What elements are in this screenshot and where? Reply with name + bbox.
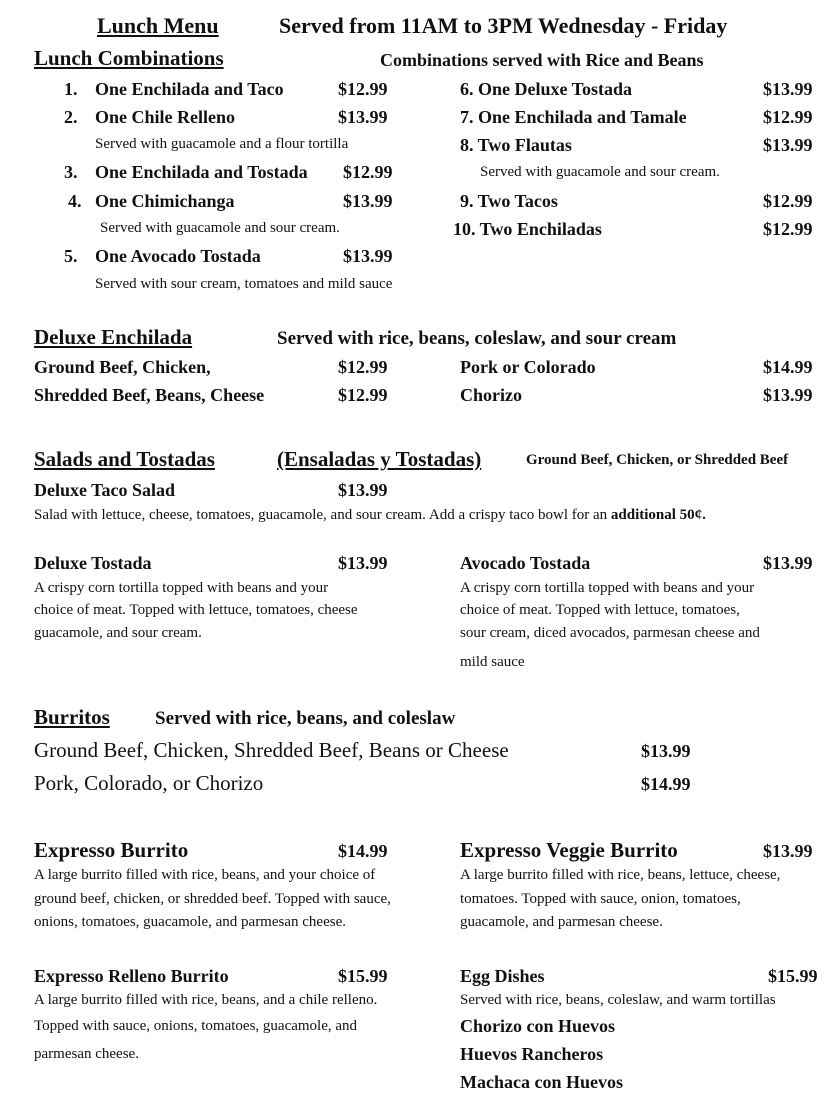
egg-dishes-description: Served with rice, beans, coleslaw, and warm tortillas [460, 992, 776, 1008]
combo-number: 5. [64, 246, 78, 266]
enchilada-item-name: Chorizo [460, 385, 522, 405]
expresso-burrito-desc-line: onions, tomatoes, guacamole, and parmesan cheese. [34, 914, 346, 930]
burrito-item-name: Ground Beef, Chicken, Shredded Beef, Beans or Cheese [34, 738, 509, 762]
combo-description: Served with sour cream, tomatoes and mild sauce [95, 276, 393, 292]
combo-name: 7. One Enchilada and Tamale [460, 107, 687, 127]
combo-price: $12.99 [763, 107, 813, 127]
expresso-veggie-price: $13.99 [763, 841, 813, 861]
expresso-veggie-desc-line: A large burrito filled with rice, beans, lettuce, cheese, [460, 867, 781, 883]
section-heading-salads: Salads and Tostadas [34, 447, 215, 471]
enchilada-item-price: $13.99 [763, 385, 813, 405]
combo-description: Served with guacamole and sour cream. [480, 164, 720, 180]
enchilada-item-price: $12.99 [338, 385, 388, 405]
deluxe-tostada-desc-line: A crispy corn tortilla topped with beans and your [34, 580, 329, 596]
combo-name: One Enchilada and Tostada [95, 162, 308, 182]
avocado-tostada-desc-line: mild sauce [460, 654, 525, 670]
combo-price: $13.99 [338, 107, 388, 127]
expresso-veggie-desc-line: tomatoes. Topped with sauce, onion, tomatoes, [460, 891, 741, 907]
taco-salad-name: Deluxe Taco Salad [34, 480, 176, 500]
section-heading-deluxe-enchilada: Deluxe Enchilada [34, 325, 193, 349]
egg-dish-item: Machaca con Huevos [460, 1072, 623, 1092]
expresso-burrito-desc-line: ground beef, chicken, or shredded beef. Topped with sauce, [34, 891, 391, 907]
expresso-relleno-desc-line: parmesan cheese. [34, 1046, 139, 1062]
combo-name: 9. Two Tacos [460, 191, 558, 211]
section-heading-salads-spanish: (Ensaladas y Tostadas) [277, 447, 482, 471]
combo-name: One Chimichanga [95, 191, 235, 211]
combo-price: $12.99 [338, 79, 388, 99]
avocado-tostada-desc-line: A crispy corn tortilla topped with beans and your [460, 580, 755, 596]
egg-dish-item: Chorizo con Huevos [460, 1016, 615, 1036]
taco-salad-addon: additional 50¢. [610, 507, 706, 523]
combo-price: $13.99 [763, 135, 813, 155]
combo-price: $13.99 [343, 246, 393, 266]
avocado-tostada-desc-line: sour cream, diced avocados, parmesan cheese and [460, 625, 760, 641]
combo-number: 2. [64, 107, 78, 127]
expresso-veggie-desc-line: guacamole, and parmesan cheese. [460, 914, 663, 930]
service-hours: Served from 11AM to 3PM Wednesday - Friday [279, 13, 728, 38]
enchilada-item-name: Ground Beef, Chicken, [34, 357, 211, 377]
avocado-tostada-price: $13.99 [763, 553, 813, 573]
avocado-tostada-name: Avocado Tostada [460, 553, 591, 573]
egg-dish-item: Huevos Rancheros [460, 1044, 604, 1064]
egg-dishes-price: $15.99 [768, 966, 818, 986]
burrito-item-name: Pork, Colorado, or Chorizo [34, 771, 264, 795]
taco-salad-desc-text: Salad with lettuce, cheese, tomatoes, guacamole, and sour cream. Add a crispy taco bowl for an [34, 507, 611, 523]
combo-number: 4. [68, 191, 82, 211]
combo-name: 8. Two Flautas [460, 135, 572, 155]
combinations-note: Combinations served with Rice and Beans [380, 50, 704, 70]
enchilada-item-price: $14.99 [763, 357, 813, 377]
combo-name: One Enchilada and Taco [95, 79, 284, 99]
combo-price: $12.99 [343, 162, 393, 182]
combo-price: $12.99 [763, 219, 813, 239]
deluxe-tostada-name: Deluxe Tostada [34, 553, 152, 573]
menu-title: Lunch Menu [97, 13, 219, 38]
deluxe-tostada-desc-line: guacamole, and sour cream. [34, 625, 202, 641]
combo-price: $13.99 [763, 79, 813, 99]
combo-description: Served with guacamole and a flour tortilla [95, 136, 349, 152]
burrito-item-price: $13.99 [641, 741, 691, 761]
combo-price: $12.99 [763, 191, 813, 211]
avocado-tostada-desc-line: choice of meat. Topped with lettuce, tomatoes, [460, 602, 740, 618]
combo-name: One Avocado Tostada [95, 246, 261, 266]
expresso-burrito-desc-line: A large burrito filled with rice, beans, and your choice of [34, 867, 376, 883]
taco-salad-price: $13.99 [338, 480, 388, 500]
enchilada-item-price: $12.99 [338, 357, 388, 377]
burrito-item-price: $14.99 [641, 774, 691, 794]
deluxe-tostada-desc-line: choice of meat. Topped with lettuce, tomatoes, cheese [34, 602, 358, 618]
combo-number: 1. [64, 79, 78, 99]
expresso-burrito-price: $14.99 [338, 841, 388, 861]
enchilada-item-name: Shredded Beef, Beans, Cheese [34, 385, 265, 405]
combo-description: Served with guacamole and sour cream. [100, 220, 340, 236]
combo-price: $13.99 [343, 191, 393, 211]
egg-dishes-name: Egg Dishes [460, 966, 545, 986]
expresso-relleno-price: $15.99 [338, 966, 388, 986]
taco-salad-description [34, 508, 706, 523]
combo-number: 3. [64, 162, 78, 182]
enchilada-item-name: Pork or Colorado [460, 357, 596, 377]
section-heading-burritos: Burritos [34, 705, 110, 729]
expresso-veggie-name: Expresso Veggie Burrito [460, 838, 678, 862]
combo-name: 6. One Deluxe Tostada [460, 79, 633, 99]
deluxe-enchilada-note: Served with rice, beans, coleslaw, and sour cream [277, 328, 677, 349]
deluxe-tostada-price: $13.99 [338, 553, 388, 573]
burritos-note: Served with rice, beans, and coleslaw [155, 708, 456, 729]
combo-name: 10. Two Enchiladas [453, 219, 602, 239]
expresso-relleno-desc-line: Topped with sauce, onions, tomatoes, guacamole, and [34, 1018, 358, 1034]
combo-name: One Chile Relleno [95, 107, 235, 127]
expresso-relleno-name: Expresso Relleno Burrito [34, 966, 229, 986]
expresso-burrito-name: Expresso Burrito [34, 838, 189, 862]
expresso-relleno-desc-line: A large burrito filled with rice, beans, and a chile relleno. [34, 992, 378, 1008]
salads-meat-options: Ground Beef, Chicken, or Shredded Beef [526, 452, 789, 468]
section-heading-combinations: Lunch Combinations [34, 46, 224, 70]
